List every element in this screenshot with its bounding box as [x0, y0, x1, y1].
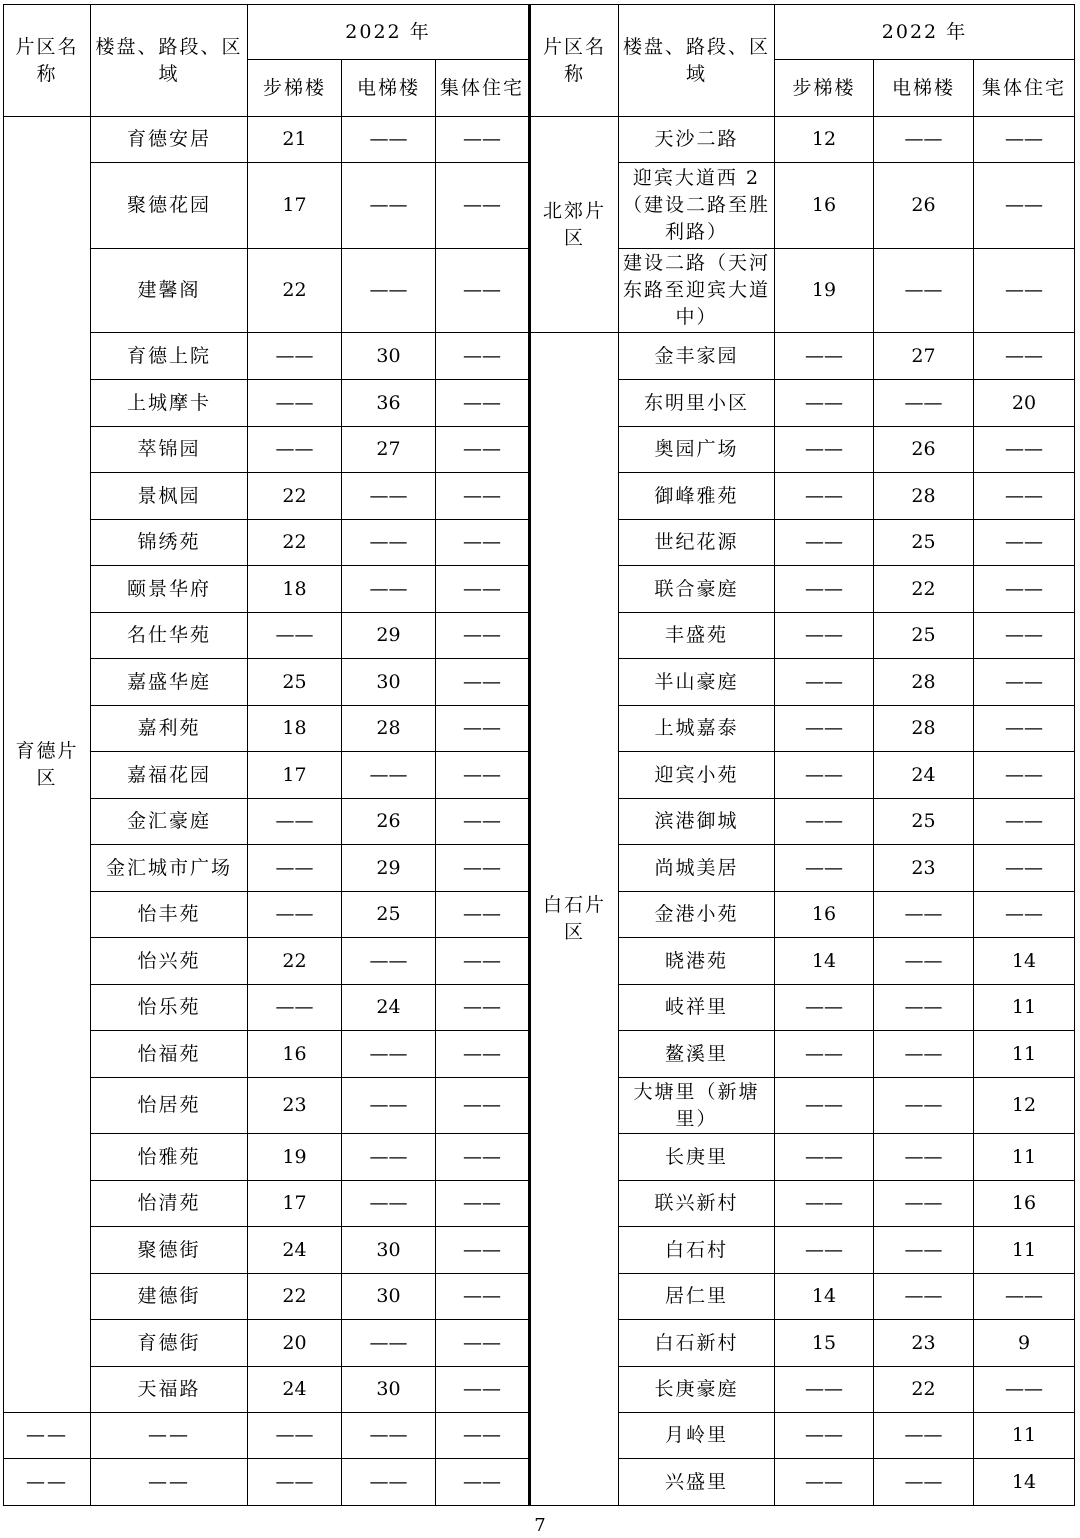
collective-right: 11	[974, 1134, 1075, 1181]
stair-left: ——	[248, 845, 342, 892]
estate-left: 怡清苑	[91, 1181, 248, 1227]
elevator-right: 24	[874, 752, 974, 799]
elevator-right: ——	[874, 892, 974, 938]
estate-left: 育德上院	[91, 333, 248, 380]
district-left-blank: ——	[4, 1459, 91, 1506]
stair-right: ——	[775, 1078, 874, 1134]
stair-left: 17	[248, 1181, 342, 1227]
elevator-right: ——	[874, 1181, 974, 1227]
district-beijiao: 北郊片区	[530, 117, 619, 333]
elevator-left: ——	[342, 1031, 436, 1078]
district-baishi: 白石片区	[530, 333, 619, 1506]
elevator-left: ——	[342, 1181, 436, 1227]
stair-right: ——	[775, 1367, 874, 1413]
elevator-left: 29	[342, 845, 436, 892]
district-left-blank: ——	[4, 1413, 91, 1459]
collective-left: ——	[436, 249, 530, 333]
elevator-right: 25	[874, 520, 974, 566]
collective-left: ——	[436, 892, 530, 938]
stair-right: 16	[775, 892, 874, 938]
estate-right: 联兴新村	[619, 1181, 775, 1227]
estate-left: 锦绣苑	[91, 520, 248, 566]
estate-right: 月岭里	[619, 1413, 775, 1459]
elevator-left: ——	[342, 566, 436, 613]
estate-left: 萃锦园	[91, 427, 248, 473]
estate-right: 金丰家园	[619, 333, 775, 380]
stair-left: ——	[248, 427, 342, 473]
elevator-right: 28	[874, 706, 974, 752]
stair-left: 25	[248, 659, 342, 706]
stair-left: 22	[248, 1274, 342, 1320]
estate-right: 白石村	[619, 1227, 775, 1274]
stair-right: ——	[775, 706, 874, 752]
estate-left: 怡乐苑	[91, 985, 248, 1031]
stair-left: 21	[248, 117, 342, 163]
collective-left: ——	[436, 613, 530, 659]
stair-right: 12	[775, 117, 874, 163]
elevator-right: 28	[874, 473, 974, 520]
header-year-right: 2022 年	[775, 5, 1075, 60]
estate-left: 怡雅苑	[91, 1134, 248, 1181]
estate-right: 长庚里	[619, 1134, 775, 1181]
stair-right: ——	[775, 1459, 874, 1506]
elevator-left: 24	[342, 985, 436, 1031]
stair-right: 16	[775, 163, 874, 249]
estate-left: 建德街	[91, 1274, 248, 1320]
header-estate-left: 楼盘、路段、区域	[91, 5, 248, 117]
collective-left: ——	[436, 333, 530, 380]
stair-right: ——	[775, 1181, 874, 1227]
elevator-left: 25	[342, 892, 436, 938]
elevator-right: ——	[874, 1274, 974, 1320]
stair-right: ——	[775, 985, 874, 1031]
collective-right: 14	[974, 938, 1075, 985]
estate-right: 金港小苑	[619, 892, 775, 938]
stair-left: 17	[248, 163, 342, 249]
collective-left: ——	[436, 163, 530, 249]
collective-right: ——	[974, 163, 1075, 249]
stair-right: ——	[775, 473, 874, 520]
stair-right: ——	[775, 566, 874, 613]
page-number: 7	[534, 1515, 546, 1536]
estate-left: 建馨阁	[91, 249, 248, 333]
stair-right: 19	[775, 249, 874, 333]
collective-right: 9	[974, 1320, 1075, 1367]
collective-left: ——	[436, 1459, 530, 1506]
elevator-left: ——	[342, 1413, 436, 1459]
estate-left: 嘉利苑	[91, 706, 248, 752]
estate-right: 岐祥里	[619, 985, 775, 1031]
elevator-right: 23	[874, 1320, 974, 1367]
collective-right: 14	[974, 1459, 1075, 1506]
collective-right: ——	[974, 845, 1075, 892]
estate-left: 怡丰苑	[91, 892, 248, 938]
stair-left: ——	[248, 1413, 342, 1459]
elevator-right: 26	[874, 163, 974, 249]
stair-left: 20	[248, 1320, 342, 1367]
collective-right: ——	[974, 473, 1075, 520]
collective-left: ——	[436, 752, 530, 799]
elevator-left: ——	[342, 520, 436, 566]
estate-left: 景枫园	[91, 473, 248, 520]
elevator-left: 28	[342, 706, 436, 752]
stair-right: ——	[775, 752, 874, 799]
stair-left: ——	[248, 380, 342, 427]
estate-right: 建设二路（天河东路至迎宾大道中）	[619, 249, 775, 333]
estate-left: 聚德街	[91, 1227, 248, 1274]
elevator-left: 30	[342, 1227, 436, 1274]
elevator-right: 27	[874, 333, 974, 380]
stair-right: ——	[775, 380, 874, 427]
collective-left: ——	[436, 1181, 530, 1227]
stair-left: 24	[248, 1227, 342, 1274]
collective-left: ——	[436, 706, 530, 752]
stair-right: ——	[775, 613, 874, 659]
collective-left: ——	[436, 1227, 530, 1274]
elevator-left: ——	[342, 1078, 436, 1134]
header-estate-right: 楼盘、路段、区域	[619, 5, 775, 117]
estate-right: 奥园广场	[619, 427, 775, 473]
stair-right: ——	[775, 1227, 874, 1274]
estate-right: 尚城美居	[619, 845, 775, 892]
collective-left: ——	[436, 473, 530, 520]
estate-left: 育德安居	[91, 117, 248, 163]
elevator-right: ——	[874, 1227, 974, 1274]
elevator-right: ——	[874, 985, 974, 1031]
collective-right: ——	[974, 520, 1075, 566]
elevator-left: 30	[342, 1274, 436, 1320]
collective-right: 20	[974, 380, 1075, 427]
elevator-right: 25	[874, 799, 974, 845]
collective-right: ——	[974, 892, 1075, 938]
elevator-right: ——	[874, 117, 974, 163]
collective-left: ——	[436, 1320, 530, 1367]
collective-right: 11	[974, 1031, 1075, 1078]
stair-left: ——	[248, 985, 342, 1031]
header-stair-right: 步梯楼	[775, 60, 874, 117]
header-collective-right: 集体住宅	[974, 60, 1075, 117]
elevator-right: 28	[874, 659, 974, 706]
estate-left: 育德街	[91, 1320, 248, 1367]
stair-left: 22	[248, 520, 342, 566]
stair-left: 24	[248, 1367, 342, 1413]
stair-left: 22	[248, 938, 342, 985]
estate-right: 滨港御城	[619, 799, 775, 845]
elevator-right: 23	[874, 845, 974, 892]
stair-left: 22	[248, 249, 342, 333]
estate-left: 怡兴苑	[91, 938, 248, 985]
estate-right: 东明里小区	[619, 380, 775, 427]
collective-left: ——	[436, 659, 530, 706]
header-year-left: 2022 年	[248, 5, 530, 60]
stair-right: ——	[775, 1413, 874, 1459]
estate-left: 天福路	[91, 1367, 248, 1413]
collective-left: ——	[436, 1078, 530, 1134]
elevator-right: ——	[874, 1078, 974, 1134]
stair-left: 16	[248, 1031, 342, 1078]
header-stair-left: 步梯楼	[248, 60, 342, 117]
stair-left: ——	[248, 799, 342, 845]
district-yude: 育德片区	[4, 117, 91, 1413]
collective-left: ——	[436, 427, 530, 473]
collective-right: ——	[974, 706, 1075, 752]
collective-right: ——	[974, 1274, 1075, 1320]
collective-right: ——	[974, 752, 1075, 799]
stair-right: ——	[775, 427, 874, 473]
estate-right: 白石新村	[619, 1320, 775, 1367]
collective-left: ——	[436, 566, 530, 613]
stair-left: ——	[248, 613, 342, 659]
estate-right: 半山豪庭	[619, 659, 775, 706]
table-row	[4, 117, 1075, 163]
collective-left: ——	[436, 845, 530, 892]
stair-right: ——	[775, 799, 874, 845]
elevator-left: 27	[342, 427, 436, 473]
collective-left: ——	[436, 1274, 530, 1320]
stair-right: 14	[775, 938, 874, 985]
collective-right: ——	[974, 427, 1075, 473]
estate-right: 鳌溪里	[619, 1031, 775, 1078]
estate-left: 上城摩卡	[91, 380, 248, 427]
collective-left: ——	[436, 1134, 530, 1181]
stair-left: ——	[248, 892, 342, 938]
elevator-left: ——	[342, 249, 436, 333]
collective-left: ——	[436, 117, 530, 163]
stair-right: 15	[775, 1320, 874, 1367]
stair-right: ——	[775, 845, 874, 892]
elevator-right: ——	[874, 1459, 974, 1506]
collective-left: ——	[436, 799, 530, 845]
collective-right: ——	[974, 249, 1075, 333]
estate-left: 聚德花园	[91, 163, 248, 249]
estate-left: 颐景华府	[91, 566, 248, 613]
estate-right: 居仁里	[619, 1274, 775, 1320]
estate-right: 联合豪庭	[619, 566, 775, 613]
collective-left: ——	[436, 938, 530, 985]
elevator-left: ——	[342, 1134, 436, 1181]
rent-table	[3, 4, 1075, 1506]
collective-left: ——	[436, 1031, 530, 1078]
collective-left: ——	[436, 1367, 530, 1413]
collective-right: 11	[974, 985, 1075, 1031]
estate-right: 上城嘉泰	[619, 706, 775, 752]
elevator-right: 25	[874, 613, 974, 659]
collective-left: ——	[436, 1413, 530, 1459]
collective-right: ——	[974, 117, 1075, 163]
estate-left: 名仕华苑	[91, 613, 248, 659]
estate-right: 大塘里（新塘里）	[619, 1078, 775, 1134]
header-collective-left: 集体住宅	[436, 60, 530, 117]
elevator-left: 30	[342, 1367, 436, 1413]
collective-right: 11	[974, 1413, 1075, 1459]
collective-right: ——	[974, 333, 1075, 380]
collective-left: ——	[436, 520, 530, 566]
elevator-right: ——	[874, 1031, 974, 1078]
elevator-left: ——	[342, 1320, 436, 1367]
elevator-left: 30	[342, 333, 436, 380]
estate-left: 金汇城市广场	[91, 845, 248, 892]
elevator-right: ——	[874, 380, 974, 427]
elevator-left: ——	[342, 117, 436, 163]
stair-left: 17	[248, 752, 342, 799]
estate-right: 丰盛苑	[619, 613, 775, 659]
stair-left: 23	[248, 1078, 342, 1134]
elevator-left: 29	[342, 613, 436, 659]
collective-left: ——	[436, 380, 530, 427]
stair-right: ——	[775, 520, 874, 566]
estate-right: 天沙二路	[619, 117, 775, 163]
elevator-left: ——	[342, 938, 436, 985]
elevator-left: ——	[342, 752, 436, 799]
collective-right: 16	[974, 1181, 1075, 1227]
elevator-right: ——	[874, 1134, 974, 1181]
collective-left: ——	[436, 985, 530, 1031]
estate-right: 御峰雅苑	[619, 473, 775, 520]
estate-right: 晓港苑	[619, 938, 775, 985]
header-elevator-right: 电梯楼	[874, 60, 974, 117]
elevator-right: ——	[874, 1413, 974, 1459]
elevator-right: 26	[874, 427, 974, 473]
stair-left: 18	[248, 706, 342, 752]
collective-right: 12	[974, 1078, 1075, 1134]
collective-right: ——	[974, 799, 1075, 845]
elevator-left: ——	[342, 1459, 436, 1506]
estate-left: ——	[91, 1459, 248, 1506]
elevator-left: 26	[342, 799, 436, 845]
elevator-left: ——	[342, 163, 436, 249]
stair-left: ——	[248, 1459, 342, 1506]
table-row	[4, 333, 1075, 380]
estate-left: 嘉盛华庭	[91, 659, 248, 706]
estate-right: 迎宾大道西 2（建设二路至胜利路）	[619, 163, 775, 249]
estate-right: 世纪花源	[619, 520, 775, 566]
estate-left: ——	[91, 1413, 248, 1459]
estate-left: 嘉福花园	[91, 752, 248, 799]
estate-left: 金汇豪庭	[91, 799, 248, 845]
estate-right: 长庚豪庭	[619, 1367, 775, 1413]
collective-right: 11	[974, 1227, 1075, 1274]
collective-right: ——	[974, 1367, 1075, 1413]
collective-right: ——	[974, 659, 1075, 706]
estate-left: 怡福苑	[91, 1031, 248, 1078]
stair-left: ——	[248, 333, 342, 380]
estate-left: 怡居苑	[91, 1078, 248, 1134]
stair-right: ——	[775, 1031, 874, 1078]
stair-left: 22	[248, 473, 342, 520]
collective-right: ——	[974, 566, 1075, 613]
stair-right: 14	[775, 1274, 874, 1320]
elevator-right: 22	[874, 1367, 974, 1413]
header-district-right: 片区名称	[530, 5, 619, 117]
elevator-left: 36	[342, 380, 436, 427]
elevator-right: ——	[874, 249, 974, 333]
elevator-right: 22	[874, 566, 974, 613]
estate-right: 迎宾小苑	[619, 752, 775, 799]
elevator-left: ——	[342, 473, 436, 520]
header-elevator-left: 电梯楼	[342, 60, 436, 117]
header-row	[4, 5, 1075, 60]
elevator-left: 30	[342, 659, 436, 706]
stair-left: 18	[248, 566, 342, 613]
estate-right: 兴盛里	[619, 1459, 775, 1506]
stair-right: ——	[775, 1134, 874, 1181]
stair-right: ——	[775, 333, 874, 380]
collective-right: ——	[974, 613, 1075, 659]
elevator-right: ——	[874, 938, 974, 985]
stair-left: 19	[248, 1134, 342, 1181]
stair-right: ——	[775, 659, 874, 706]
header-district-left: 片区名称	[4, 5, 91, 117]
